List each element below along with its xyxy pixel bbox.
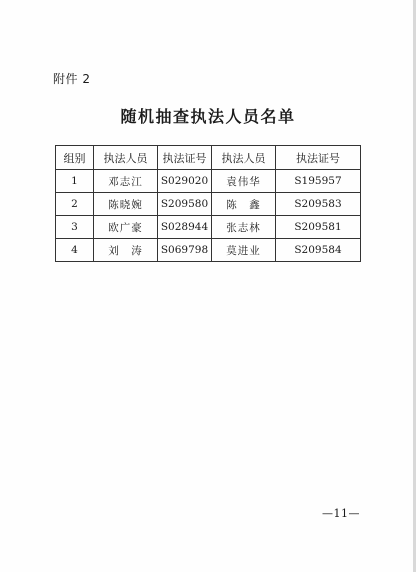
cell-officer-b: 莫进业 [212, 239, 276, 262]
cell-cert-b: S195957 [276, 170, 361, 193]
table-row [56, 170, 361, 193]
cell-group: 1 [56, 170, 94, 193]
cell-officer-a: 陈晓婉 [94, 193, 158, 216]
cell-group: 2 [56, 193, 94, 216]
cell-officer-a: 欧广豪 [94, 216, 158, 239]
header-cert-b: 执法证号 [276, 146, 361, 170]
cell-cert-a: S029020 [158, 170, 212, 193]
cell-cert-b: S209584 [276, 239, 361, 262]
cell-officer-b: 陈 鑫 [212, 193, 276, 216]
cell-cert-a: S069798 [158, 239, 212, 262]
cell-cert-b: S209581 [276, 216, 361, 239]
cell-cert-a: S209580 [158, 193, 212, 216]
cell-officer-b: 张志林 [212, 216, 276, 239]
cell-cert-b: S209583 [276, 193, 361, 216]
header-officer-a: 执法人员 [94, 146, 158, 170]
cell-officer-b: 袁伟华 [212, 170, 276, 193]
cell-officer-a: 刘 涛 [94, 239, 158, 262]
cell-officer-a: 邓志江 [94, 170, 158, 193]
table-row [56, 216, 361, 239]
cell-cert-a: S028944 [158, 216, 212, 239]
officer-roster-table [55, 145, 361, 262]
table-header-row [56, 146, 361, 170]
header-officer-b: 执法人员 [212, 146, 276, 170]
cell-group: 3 [56, 216, 94, 239]
document-title: 随机抽查执法人员名单 [120, 107, 296, 126]
cell-group: 4 [56, 239, 94, 262]
header-cert-a: 执法证号 [158, 146, 212, 170]
page-number: —11— [322, 507, 360, 520]
table-row [56, 239, 361, 262]
header-group: 组别 [56, 146, 94, 170]
table-row [56, 193, 361, 216]
attachment-label: 附件 2 [53, 72, 91, 86]
